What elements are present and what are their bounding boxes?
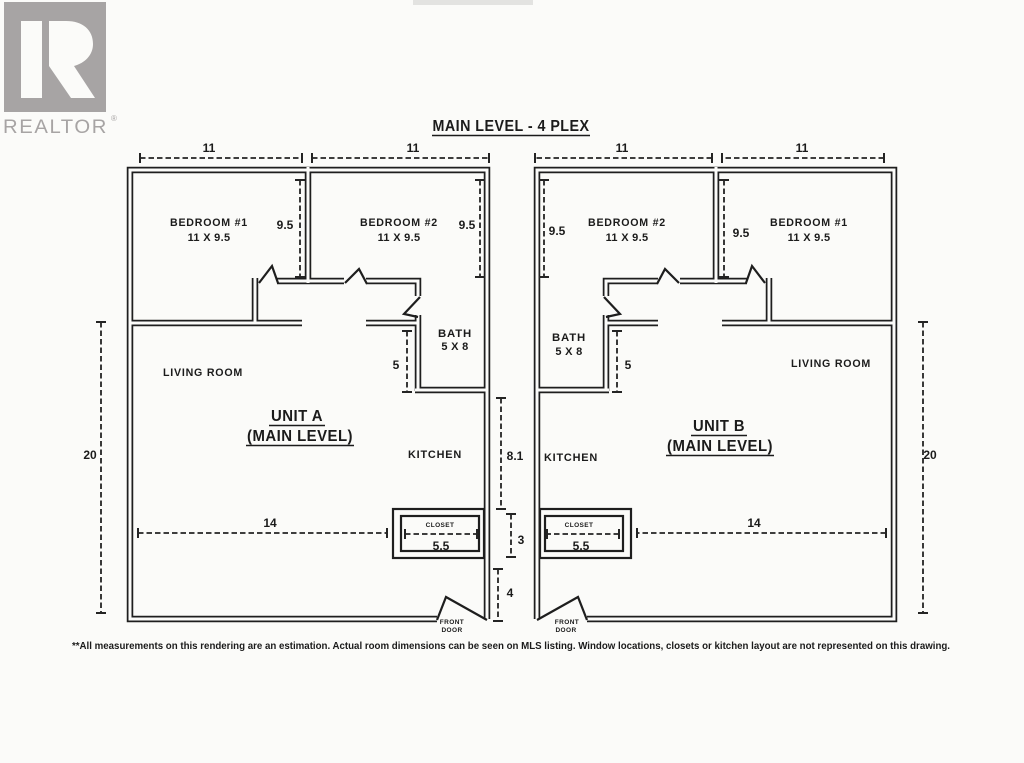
logo-registered-mark: ® [111, 114, 117, 123]
dim-height-a: 20 [83, 448, 97, 462]
dim-closet-depth: 3 [517, 533, 525, 547]
dim-bed2-depth-b: 9.5 [548, 224, 566, 238]
room-label-bedroom2-b: BEDROOM #2 [588, 217, 666, 229]
room-label-bath-b: BATH [552, 332, 586, 344]
closet-label-b: CLOSET [564, 522, 594, 529]
room-size-bedroom2-a: 11 X 9.5 [377, 232, 421, 244]
unit-a-name: UNIT A [271, 408, 323, 425]
realtor-logo [3, 2, 117, 138]
unit-a-level: (MAIN LEVEL) [247, 428, 353, 445]
room-size-bedroom2-b: 11 X 9.5 [605, 232, 649, 244]
room-label-living-b: LIVING ROOM [791, 358, 871, 370]
closet-label-a: CLOSET [425, 522, 455, 529]
room-label-kitchen-b: KITCHEN [544, 452, 598, 464]
room-size-bedroom1-b: 11 X 9.5 [787, 232, 831, 244]
room-label-bath-a: BATH [438, 328, 472, 340]
dim-width-a: 14 [263, 516, 277, 530]
front-door-label-b-2: DOOR [555, 627, 577, 634]
logo-r-bar [21, 21, 42, 98]
scan-artifact [413, 0, 533, 5]
dim-bed2-width-a: 11 [406, 141, 420, 155]
closet-width-a: 5.5 [432, 539, 450, 553]
unit-b-level: (MAIN LEVEL) [667, 438, 773, 455]
dim-bed2-depth-a: 9.5 [458, 218, 476, 232]
dim-bed2-width-b: 11 [615, 141, 629, 155]
dim-entry-depth: 4 [506, 586, 514, 600]
room-label-kitchen-a: KITCHEN [408, 449, 462, 461]
dim-bed1-width-a: 11 [202, 141, 216, 155]
dim-bed1-depth-a: 9.5 [276, 218, 294, 232]
room-label-living-a: LIVING ROOM [163, 367, 243, 379]
closet-width-b: 5.5 [572, 539, 590, 553]
dim-bed1-depth-b: 9.5 [732, 226, 750, 240]
dim-height-b: 20 [923, 448, 937, 462]
room-label-bedroom2-a: BEDROOM #2 [360, 217, 438, 229]
room-label-bedroom1-b: BEDROOM #1 [770, 217, 848, 229]
front-door-label-b-1: FRONT [554, 619, 580, 626]
unit-b-name: UNIT B [693, 418, 745, 435]
front-door-label-a-2: DOOR [441, 627, 463, 634]
room-size-bath-a: 5 X 8 [441, 341, 469, 353]
logo-wordmark: REALTOR [3, 117, 108, 138]
disclaimer-text: **All measurements on this rendering are an estimation. Actual room dimensions can be seen on MLS listing. Window locations, closets or kitchen layout are not represented on this drawing. [72, 641, 951, 652]
dim-bath-depth-b: 5 [624, 358, 632, 372]
dim-bed1-width-b: 11 [795, 141, 809, 155]
front-door-label-a-1: FRONT [439, 619, 465, 626]
page-title: MAIN LEVEL - 4 PLEX [432, 118, 590, 135]
dim-bath-depth-a: 5 [392, 358, 400, 372]
dim-width-b: 14 [747, 516, 761, 530]
room-size-bath-b: 5 X 8 [555, 346, 583, 358]
dim-kitchen-depth: 8.1 [506, 449, 524, 463]
room-label-bedroom1-a: BEDROOM #1 [170, 217, 248, 229]
room-size-bedroom1-a: 11 X 9.5 [187, 232, 231, 244]
